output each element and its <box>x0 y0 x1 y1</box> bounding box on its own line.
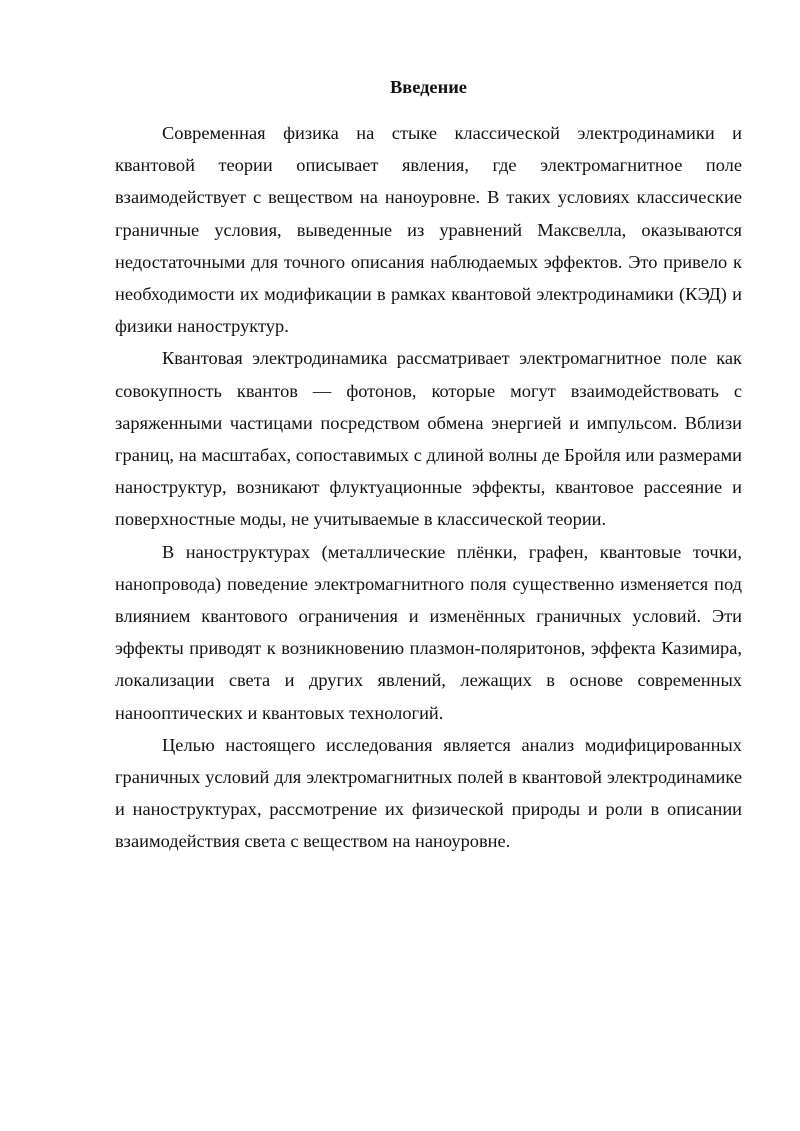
section-title: Введение <box>390 77 467 97</box>
paragraph-2: Квантовая электродинамика рассматривает электромагнитное поле как совокупность квантов — фотонов, которые могут взаимодействовать с заряженными частицами посредством обмена энергией и импульсом. Вблизи границ, на масштабах, сопоставимых с длиной волны де Бройля или размерами наноструктур, возникают флуктуационные эффекты, квантовое рассеяние и поверхностные моды, не учитываемые в классической теории. <box>115 348 742 530</box>
paragraph-4: Целью настоящего исследования является анализ модифицированных граничных условий для электромагнитных полей в квантовой электродинамике и наноструктурах, рассмотрение их физической природы и роли в описании взаимодействия света с веществом на наноуровне. <box>115 734 742 852</box>
paragraph-3: В наноструктурах (металлические плёнки, графен, квантовые точки, нанопровода) поведение электромагнитного поля существенно изменяется под влиянием квантового ограничения и изменённых граничных условий. Эти эффекты приводят к возникновению плазмон-поляритонов, эффекта Казимира, локализации света и других явлений, лежащих в основе современных нанооптических и квантовых технологий. <box>115 541 742 723</box>
paragraph-1: Современная физика на стыке классической электродинамики и квантовой теории описывает явления, где электромагнитное поле взаимодействует с веществом на наноуровне. В таких условиях классические граничные условия, выведенные из уравнений Максвелла, оказываются недостаточными для точного описания наблюдаемых эффектов. Это привело к необходимости их модификации в рамках квантовой электродинамики (КЭД) и физики наноструктур. <box>115 123 742 337</box>
document-body <box>115 73 742 858</box>
